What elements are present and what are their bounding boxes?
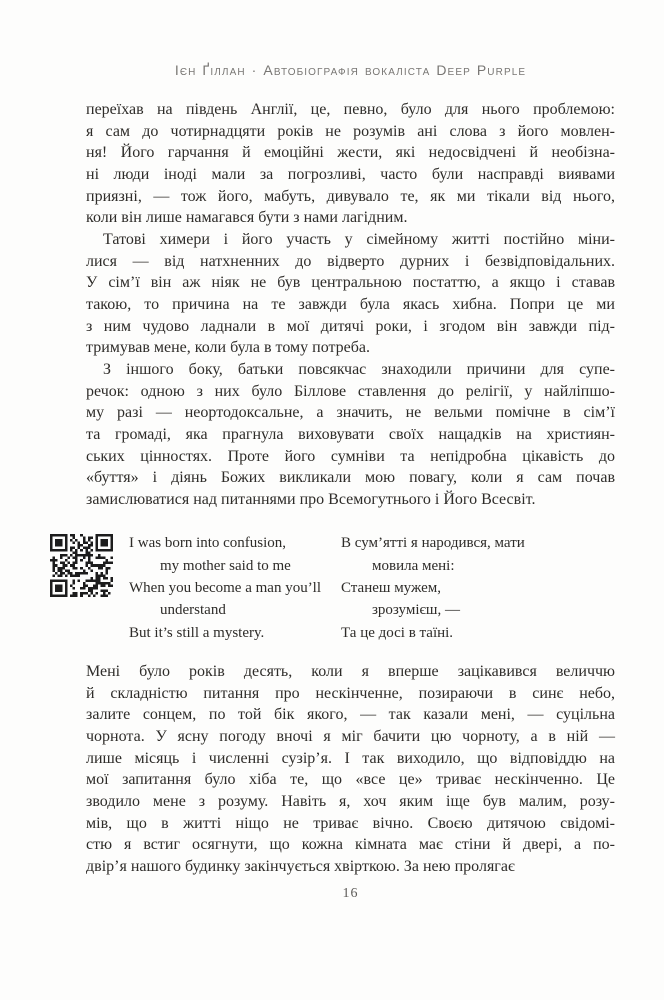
paragraphs-after-verse [86, 661, 615, 878]
text-line: Мені було років десять, коли я вперше зацікавився величчю [86, 662, 615, 680]
text-line: двір’я нашого будинку закінчується хвірткою. За нею пролягає [86, 857, 515, 875]
text-line: й складністю питання про нескінченне, позираючи в синє небо, [86, 684, 615, 702]
paragraph [86, 359, 615, 511]
text-line: замислюватися над питаннями про Всемогутнього і Його Всесвіт. [86, 490, 536, 508]
text-line: такою, то причина на те завжди була якась хибна. Попри це ми [86, 295, 615, 313]
text-line: стю я встиг осягнути, що кожна кімната має стіни й двері, а по- [86, 836, 615, 854]
text-line: У сім’ї він аж ніяк не був центральною постаттю, а якщо і ставав [86, 274, 615, 292]
verse-line: I was born into confusion, [129, 535, 287, 552]
text-line: мів, що в житті ніщо не триває вічно. Своєю дитячою свідомі- [86, 814, 615, 832]
text-line: зводило мене з розуму. Навіть я, хоч яким іще був малим, розу- [86, 792, 615, 810]
text-line: му разі — неортодоксальне, а значить, не вельми помічне в сім’ї [86, 404, 615, 422]
text-line: переїхав на південь Англії, це, певно, було для нього проблемою: [86, 101, 615, 118]
text-line: «буття» і діянь Божих викликали мою повагу, коли я сам почав [86, 469, 615, 487]
qr-code [50, 534, 113, 597]
text-line: речок: одною з них було Біллове ставлення до релігії, у найліпшо- [86, 382, 615, 400]
text-line: ня! Його гарчання й емоційні жести, які недосвідчені й необізна- [86, 144, 615, 162]
text-line: я сам до чотирнадцяти років не розумів ані слова з його мовлен- [86, 122, 615, 140]
verse-line: my mother said to me [160, 557, 291, 574]
verse-line: Станеш мужем, [341, 580, 442, 597]
text-line: тримував мене, коли була в тому потреба. [86, 339, 371, 357]
page-body [86, 99, 615, 878]
text-line: чорнота. У ясну погоду вночі я міг бачити цю чорноту, а в ній — [86, 727, 615, 745]
paragraph [86, 661, 615, 878]
verse-english-column [129, 532, 341, 643]
verse-ukrainian-column [341, 532, 615, 643]
paragraph [86, 229, 615, 359]
verse-line: Та це досі в таїні. [341, 624, 454, 641]
text-line: та громаді, яка прагнула виховувати своїх нащадків на християн- [86, 425, 615, 443]
verse-block [50, 532, 615, 643]
text-line: залите сонцем, по той бік якого, — так казали мені, — суцільна [86, 706, 615, 724]
text-line: лише місяць і численні сузір’я. І так виходило, що відповіддю на [86, 749, 615, 767]
text-line: ні люди іноді мали за погрозливі, часто були насправді виявами [86, 165, 615, 183]
running-header: Ієн Ґіллан · Автобіографія вокаліста Deep Purple [174, 62, 527, 78]
text-line: лися — від натхненних до відверто дурних і безвідповідальних. [86, 252, 615, 270]
verse-line: В сум’ятті я народився, мати [341, 535, 525, 552]
verse-line: But it’s still a mystery. [129, 624, 265, 641]
text-line: мої запитання було хіба те, що «все це» триває нескінченно. Це [86, 771, 615, 789]
paragraph [86, 99, 615, 229]
verse-line: When you become a man you’ll [129, 580, 322, 597]
verse-line: мовила мені: [372, 557, 455, 574]
text-line: Татові химери і його участь у сімейному житті постійно міни- [103, 230, 615, 248]
text-line: ських цінностях. Проте його сумніви та непідробна цікавість до [86, 447, 615, 465]
page-number: 16 [342, 886, 359, 901]
verse-line: understand [160, 602, 226, 619]
text-line: приязні, — тож його, мабуть, дивувало те, як ми тікали від нього, [86, 187, 615, 205]
verse-line: зрозумієш, — [372, 602, 460, 619]
text-line: З іншого боку, батьки повсякчас знаходили причини для супе- [103, 360, 615, 378]
text-line: з ним чудово ладнали в мої дитячі роки, і згодом він завжди під- [86, 317, 615, 335]
text-line: коли він лише намагався бути з нами лагідним. [86, 209, 408, 227]
paragraphs-before-verse [86, 99, 615, 510]
